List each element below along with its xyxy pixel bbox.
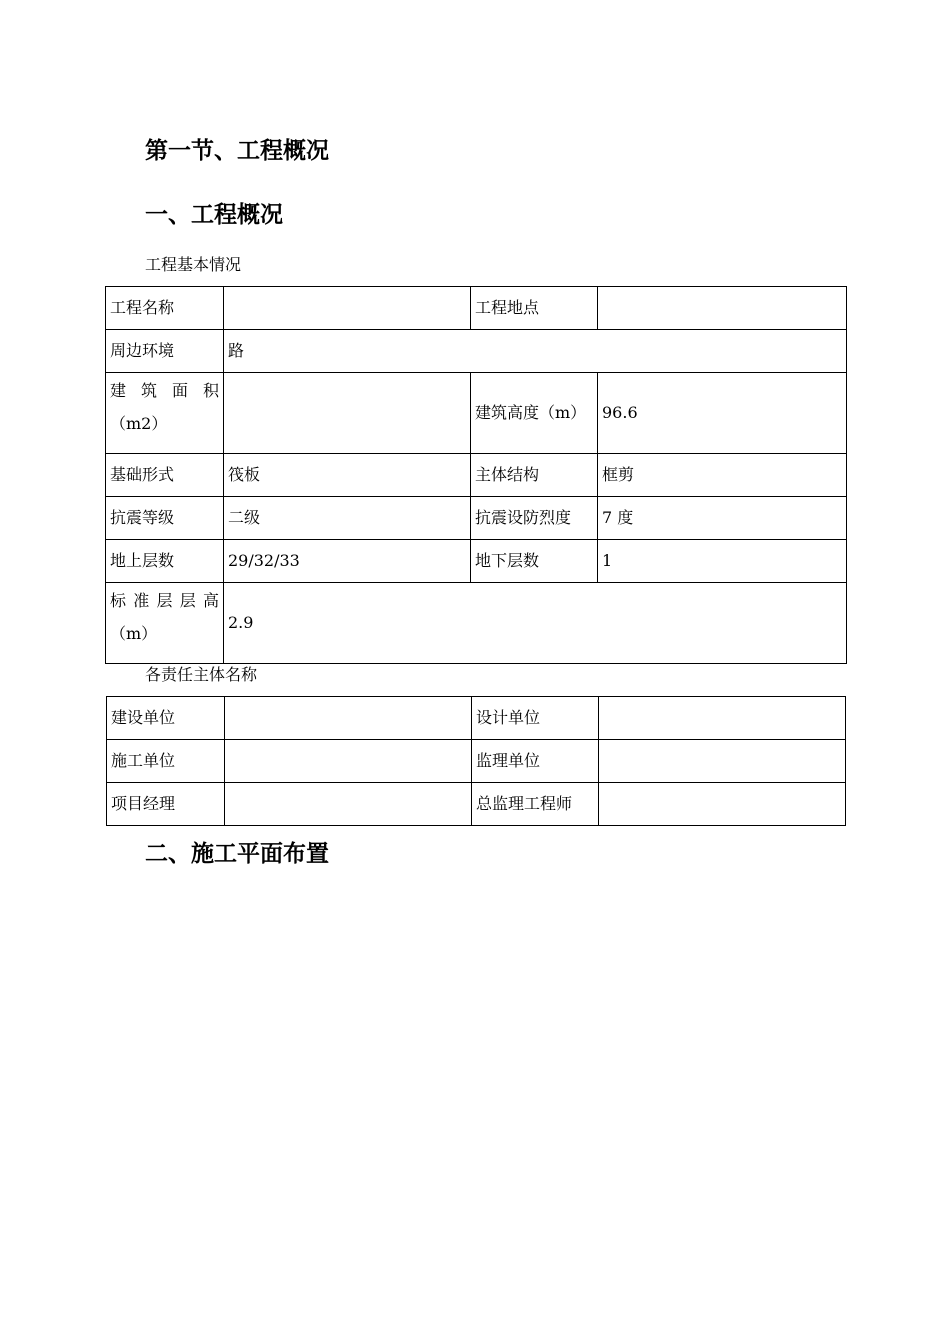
table-row [107, 740, 846, 783]
project-location-value [598, 287, 847, 330]
table-row [107, 783, 846, 826]
table-row [107, 697, 846, 740]
standard-floor-height-label [106, 583, 224, 664]
building-area-label-line1: 建 筑 面 积 [110, 381, 219, 400]
section-title: 第一节、工程概况 [145, 137, 329, 164]
chief-supervisor-label: 总监理工程师 [472, 783, 599, 826]
responsible-parties-table [106, 696, 846, 826]
table1-caption: 工程基本情况 [145, 255, 242, 274]
client-unit-value [225, 697, 472, 740]
above-ground-floors-label: 地上层数 [106, 540, 224, 583]
main-structure-label: 主体结构 [471, 454, 598, 497]
project-info-table [105, 286, 847, 664]
surroundings-value: 路 [224, 330, 847, 373]
main-structure-value: 框剪 [598, 454, 847, 497]
construction-unit-label: 施工单位 [107, 740, 225, 783]
table-row [106, 454, 847, 497]
building-area-label [106, 373, 224, 454]
project-name-value [224, 287, 471, 330]
construction-unit-value [225, 740, 472, 783]
table-row [106, 373, 847, 454]
project-location-label: 工程地点 [471, 287, 598, 330]
table-row [106, 583, 847, 664]
table-row [106, 497, 847, 540]
seismic-intensity-value: 7 度 [598, 497, 847, 540]
table-row [106, 540, 847, 583]
building-height-label: 建筑高度（m） [471, 373, 598, 454]
supervision-unit-label: 监理单位 [472, 740, 599, 783]
part2-heading: 二、施工平面布置 [145, 840, 329, 867]
building-area-value [224, 373, 471, 454]
building-area-label-line2: （m2） [110, 414, 168, 434]
table2-caption: 各责任主体名称 [145, 665, 258, 684]
table-row [106, 330, 847, 373]
building-height-value: 96.6 [598, 373, 847, 454]
standard-floor-height-label-line1: 标 准 层 层 高 [110, 591, 219, 610]
foundation-label: 基础形式 [106, 454, 224, 497]
seismic-grade-label: 抗震等级 [106, 497, 224, 540]
above-ground-floors-value: 29/32/33 [224, 540, 471, 583]
supervision-unit-value [599, 740, 846, 783]
design-unit-value [599, 697, 846, 740]
client-unit-label: 建设单位 [107, 697, 225, 740]
project-name-label: 工程名称 [106, 287, 224, 330]
chief-supervisor-value [599, 783, 846, 826]
foundation-value: 筏板 [224, 454, 471, 497]
below-ground-floors-label: 地下层数 [471, 540, 598, 583]
seismic-intensity-label: 抗震设防烈度 [471, 497, 598, 540]
project-manager-label: 项目经理 [107, 783, 225, 826]
standard-floor-height-value: 2.9 [224, 583, 847, 664]
surroundings-label: 周边环境 [106, 330, 224, 373]
project-manager-value [225, 783, 472, 826]
below-ground-floors-value: 1 [598, 540, 847, 583]
seismic-grade-value: 二级 [224, 497, 471, 540]
design-unit-label: 设计单位 [472, 697, 599, 740]
table-row [106, 287, 847, 330]
part1-heading: 一、工程概况 [145, 201, 283, 228]
standard-floor-height-label-line2: （m） [110, 624, 158, 644]
